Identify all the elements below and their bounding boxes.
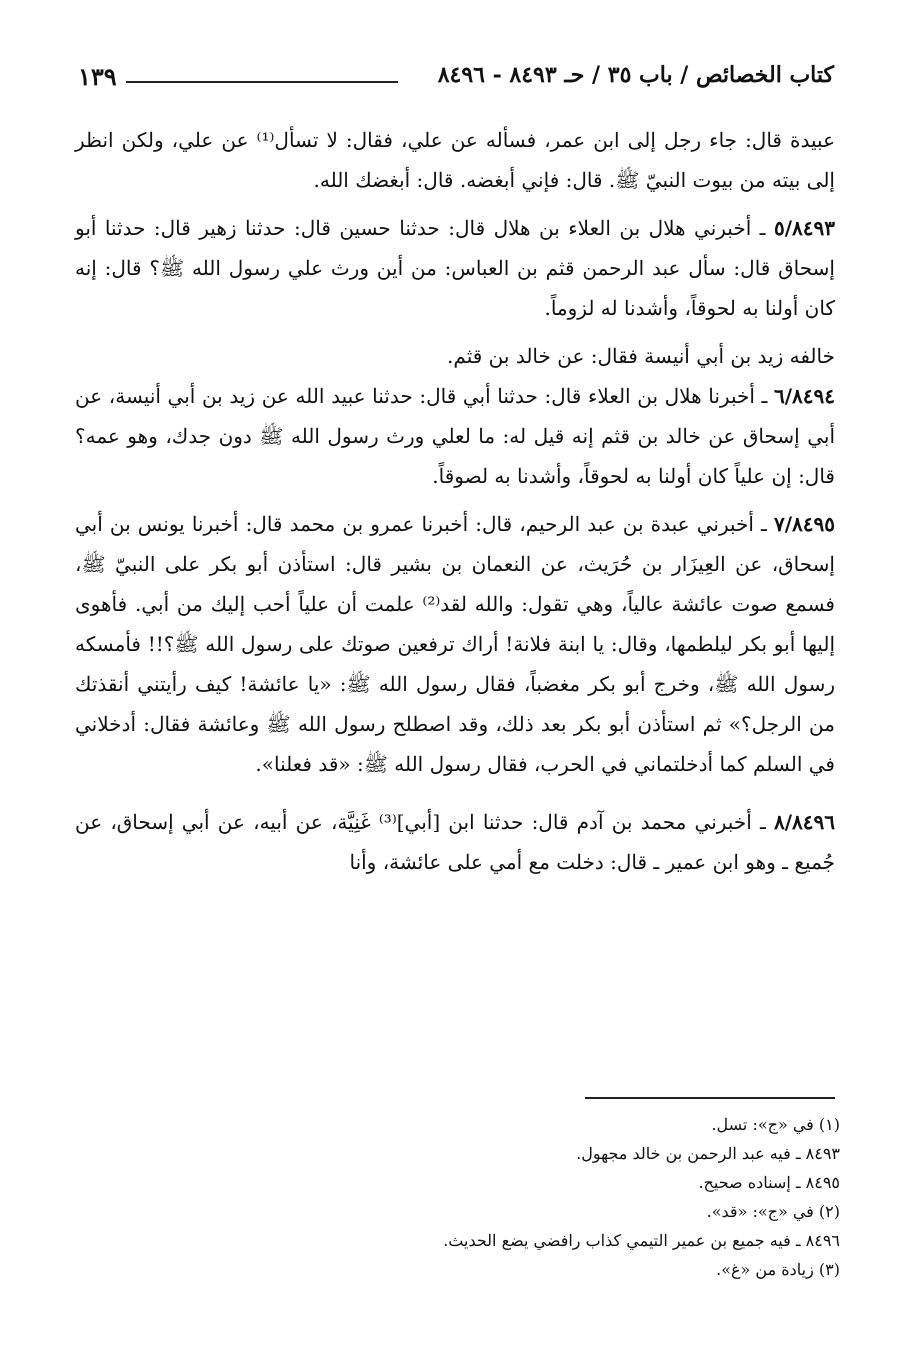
paragraph <box>75 504 835 784</box>
paragraph <box>75 802 835 882</box>
page-number: ١٣٩ <box>78 62 117 91</box>
running-header <box>78 62 834 98</box>
paragraph-text: ـ أخبرنا هلال بن العلاء قال: حدثنا أبي قال: حدثنا عبيد الله عن زيد بن أبي أنيسة، عن أبي إسحاق عن خالد بن قثم إنه قيل له: ما لعلي ورث رسول الله ﷺ دون جدك، وهو عمه؟ قال: إن علياً كان أولنا به لحوقاً، وأشدنا به لصوقاً. <box>75 384 835 488</box>
paragraph <box>75 376 835 496</box>
hadith-number: ٧/٨٤٩٥ <box>773 512 835 536</box>
footnote: ٨٤٩٣ ـ فيه عبد الرحمن بن خالد مجهول. <box>576 1144 840 1163</box>
paragraph-text: عبيدة قال: جاء رجل إلى ابن عمر، فسأله عن علي، فقال: لا تسأل⁽¹⁾ عن علي، ولكن انظر إلى بيته من بيوت النبيّ ﷺ. قال: فإني أبغضه. قال: أبغضك الله. <box>75 128 836 192</box>
footnote: (٢) في «ج»: «قد». <box>706 1202 840 1221</box>
footnotes <box>140 1110 840 1284</box>
main-text <box>75 120 835 882</box>
paragraph <box>75 336 835 376</box>
hadith-number: ٦/٨٤٩٤ <box>773 384 835 408</box>
paragraph-text: ـ أخبرني عبدة بن عبد الرحيم، قال: أخبرنا عمرو بن محمد قال: أخبرنا يونس بن أبي إسحاق، عن العِيزَار بن حُرَيث، عن النعمان بن بشير قال: استأذن أبو بكر على النبيّ ﷺ، فسمع صوت عائشة عالياً، وهي تقول: والله لقد⁽²⁾ علمت أن علياً أحب إليك من أبي. فأهوى إليها أبو بكر ليلطمها، وقال: يا ابنة فلانة! أراك ترفعين صوتك على رسول الله ﷺ؟!! فأمسكه رسول الله ﷺ، وخرج أبو بكر مغضباً، فقال رسول الله ﷺ: «يا عائشة! كيف رأيتني أنقذتك من الرجل؟» ثم استأذن أبو بكر بعد ذلك، وقد اصطلح رسول الله ﷺ وعائشة فقال: أدخلاني في السلم كما أدخلتماني في الحرب، فقال رسول الله ﷺ: «قد فعلنا». <box>75 512 835 776</box>
hadith-number: ٥/٨٤٩٣ <box>773 216 835 240</box>
header-rule <box>126 81 398 83</box>
footnote: ٨٤٩٦ ـ فيه جميع بن عمير التيمي كذاب رافضي يضع الحديث. <box>443 1231 840 1250</box>
footnote: (٣) زيادة من «غ». <box>716 1260 840 1279</box>
paragraph <box>75 208 835 328</box>
header-title: كتاب الخصائص / باب ٣٥ / حـ ٨٤٩٣ - ٨٤٩٦ <box>437 62 834 88</box>
paragraph-text: ـ أخبرني محمد بن آدم قال: حدثنا ابن [أبي]⁽³⁾ غَنِيَّة، عن أبيه، عن أبي إسحاق، عن جُميع ـ وهو ابن عمير ـ قال: دخلت مع أمي على عائشة، وأنا <box>75 810 835 874</box>
hadith-number: ٨/٨٤٩٦ <box>773 810 835 834</box>
footnote: (١) في «ج»: تسل. <box>711 1115 840 1134</box>
footnote-separator <box>585 1097 835 1099</box>
paragraph <box>75 120 835 200</box>
paragraph-text: خالفه زيد بن أبي أنيسة فقال: عن خالد بن قثم. <box>447 344 835 368</box>
paragraph-text: ـ أخبرني هلال بن العلاء بن هلال قال: حدثنا حسين قال: حدثنا زهير قال: حدثنا أبو إسحاق قال: سأل عبد الرحمن قثم بن العباس: من أين ورث علي رسول الله ﷺ؟ قال: إنه كان أولنا به لحوقاً، وأشدنا له لزوماً. <box>75 216 835 320</box>
footnote: ٨٤٩٥ ـ إسناده صحيح. <box>698 1173 840 1192</box>
